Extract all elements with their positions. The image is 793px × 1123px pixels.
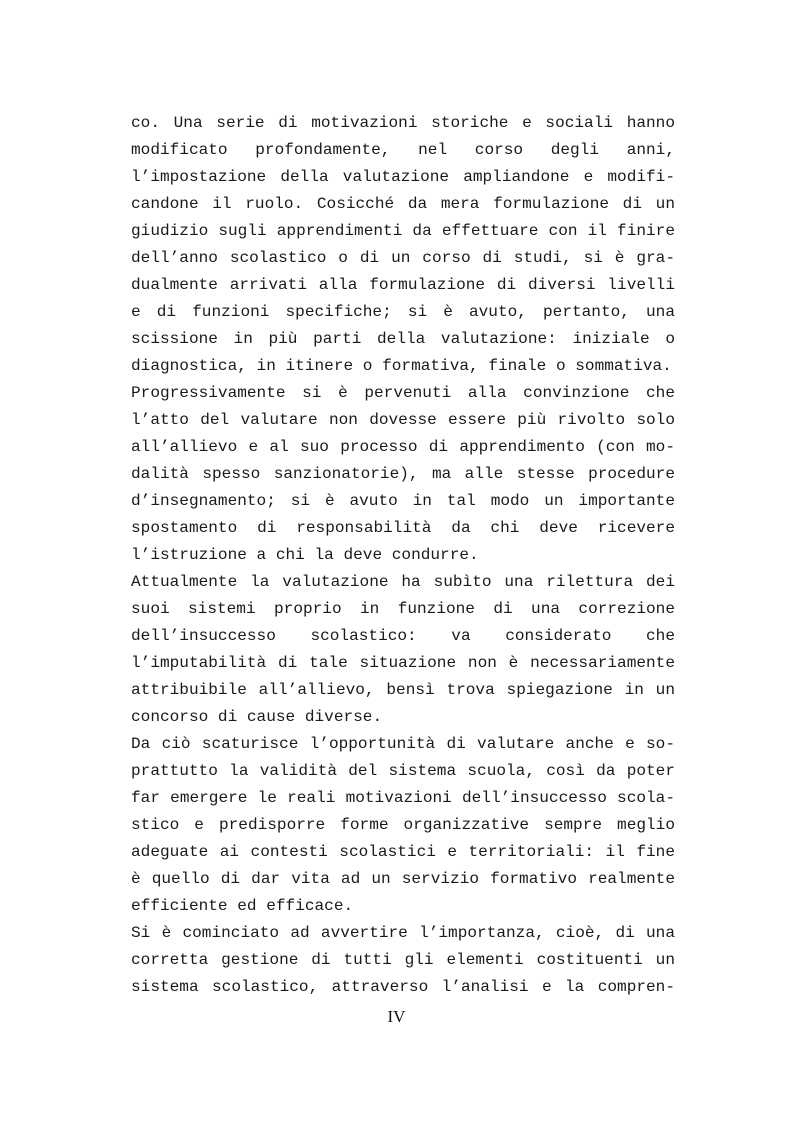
text-line: Progressivamente si è pervenuti alla convinzione che (131, 384, 675, 402)
text-line: l’atto del valutare non dovesse essere più rivolto solo (131, 411, 675, 429)
text-line: e di funzioni specifiche; si è avuto, pertanto, una (131, 303, 675, 321)
text-line: scissione in più parti della valutazione: iniziale o (131, 330, 675, 348)
text-line: sistema scolastico, attraverso l’analisi e la compren- (131, 978, 675, 996)
text-line: spostamento di responsabilità da chi deve ricevere (131, 519, 675, 537)
text-line: l’impostazione della valutazione ampliandone e modifi- (131, 168, 675, 186)
text-line: diagnostica, in itinere o formativa, finale o sommativa. (131, 357, 672, 375)
text-line: Attualmente la valutazione ha subìto una rilettura dei (131, 573, 675, 591)
text-line: l’imputabilità di tale situazione non è necessariamente (131, 654, 675, 672)
text-line: prattutto la validità del sistema scuola, così da poter (131, 762, 675, 780)
text-line: adeguate ai contesti scolastici e territoriali: il fine (131, 843, 675, 861)
text-line: stico e predisporre forme organizzative sempre meglio (131, 816, 675, 834)
text-line: modificato profondamente, nel corso degli anni, (131, 141, 675, 159)
body-text (131, 110, 675, 1001)
text-line: è quello di dar vita ad un servizio formativo realmente (131, 870, 675, 888)
text-line: efficiente ed efficace. (131, 897, 354, 915)
text-line: dell’insuccesso scolastico: va considerato che (131, 627, 675, 645)
text-line: dualmente arrivati alla formulazione di diversi livelli (131, 276, 675, 294)
text-line: corretta gestione di tutti gli elementi costituenti un (131, 951, 675, 969)
text-line: suoi sistemi proprio in funzione di una correzione (131, 600, 675, 618)
text-line: dalità spesso sanzionatorie), ma alle stesse procedure (131, 465, 675, 483)
text-line: all’allievo e al suo processo di apprendimento (con mo- (131, 438, 675, 456)
text-line: Si è cominciato ad avvertire l’importanza, cioè, di una (131, 924, 675, 942)
text-line: attribuibile all’allievo, bensì trova spiegazione in un (131, 681, 675, 699)
text-line: d’insegnamento; si è avuto in tal modo un importante (131, 492, 675, 510)
text-line: l’istruzione a chi la deve condurre. (131, 546, 479, 564)
text-line: co. Una serie di motivazioni storiche e sociali hanno (131, 114, 675, 132)
text-line: Da ciò scaturisce l’opportunità di valutare anche e so- (131, 735, 675, 753)
text-line: far emergere le reali motivazioni dell’insuccesso scola- (131, 789, 675, 807)
page-number: IV (387, 1007, 406, 1026)
text-line: dell’anno scolastico o di un corso di studi, si è gra- (131, 249, 675, 267)
text-line: giudizio sugli apprendimenti da effettuare con il finire (131, 222, 675, 240)
text-line: concorso di cause diverse. (131, 708, 383, 726)
text-line: candone il ruolo. Cosicché da mera formulazione di un (131, 195, 675, 213)
